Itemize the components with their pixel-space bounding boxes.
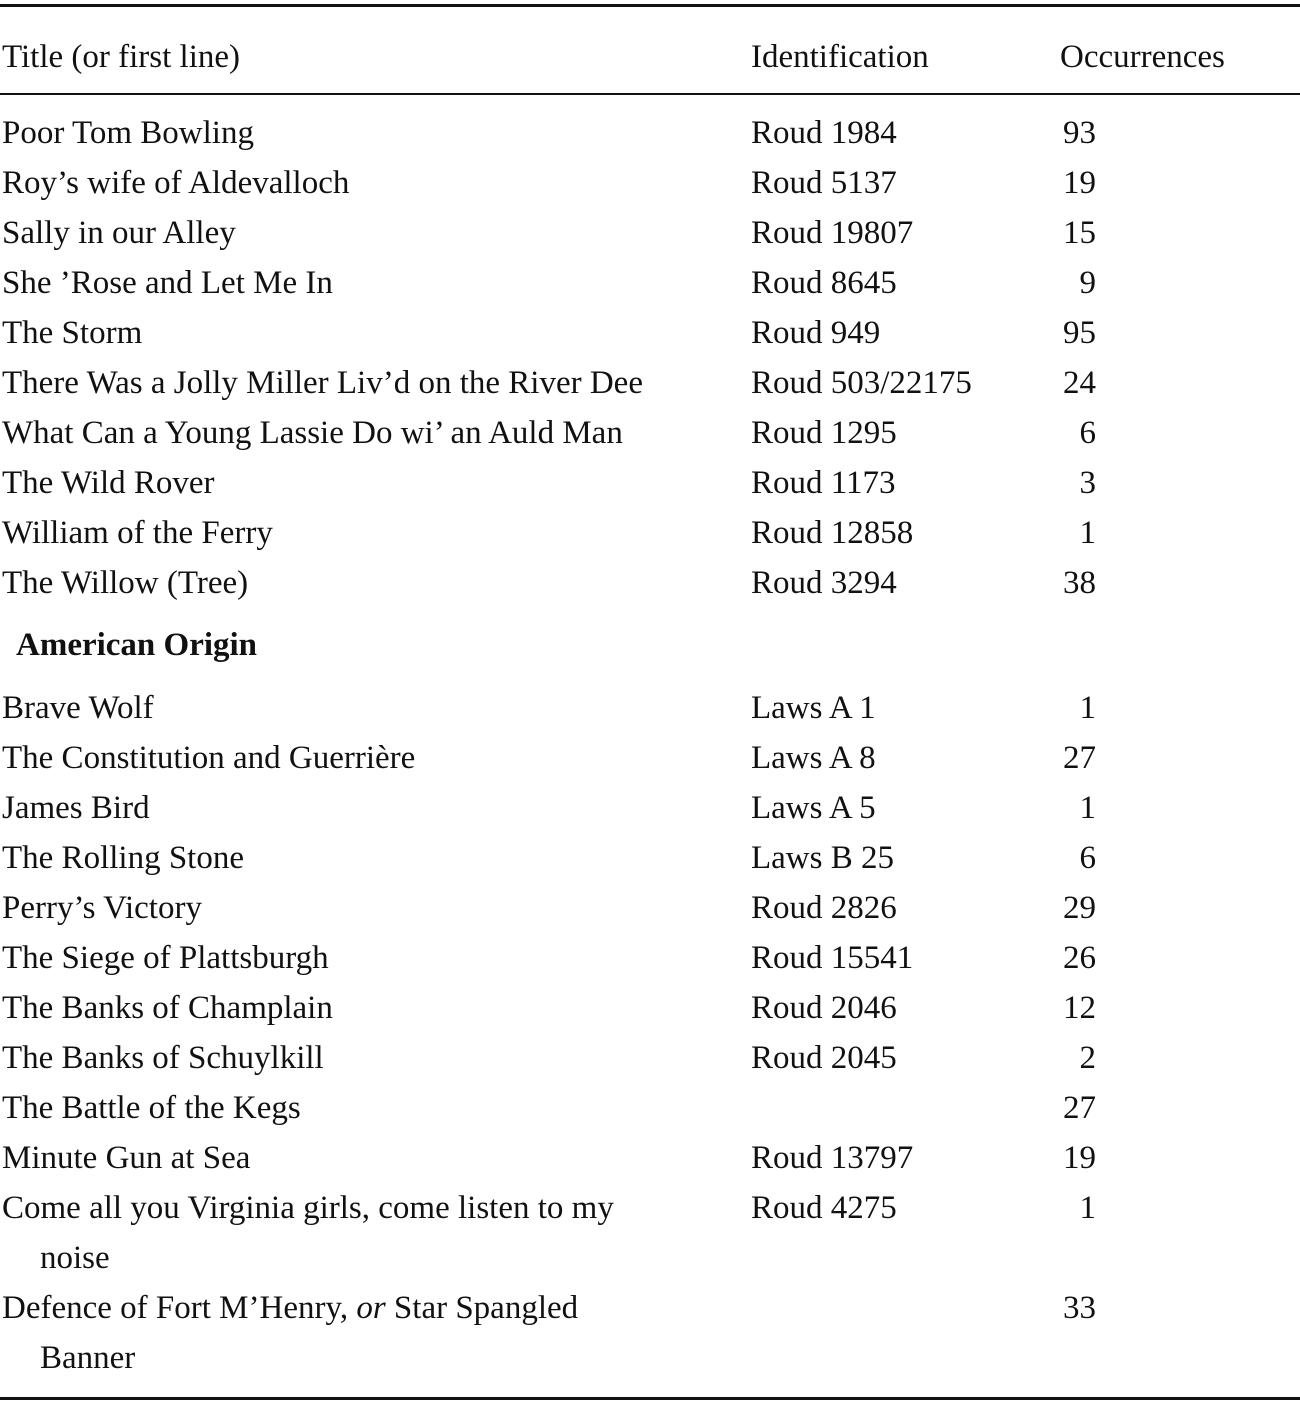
header-rule — [0, 93, 1300, 95]
header-occurrences: Occurrences — [1060, 39, 1225, 75]
row-identification: Roud 503/22175 — [751, 365, 972, 401]
title-part: Defence of Fort M’Henry, — [2, 1290, 357, 1326]
row-title: The Constitution and Guerrière — [2, 740, 416, 776]
row-title: The Banks of Schuylkill — [2, 1040, 324, 1076]
row-title: The Wild Rover — [2, 465, 215, 501]
row-identification: Roud 1173 — [751, 465, 896, 501]
row-occurrences: 1 — [1079, 690, 1096, 726]
row-occurrences: 27 — [1063, 740, 1096, 776]
section-heading: American Origin — [16, 627, 258, 663]
row-occurrences: 27 — [1063, 1090, 1096, 1126]
row-title: Brave Wolf — [2, 690, 154, 726]
row-occurrences: 9 — [1079, 265, 1096, 301]
row-title: What Can a Young Lassie Do wi’ an Auld Man — [2, 415, 623, 451]
row-identification: Roud 1295 — [751, 415, 897, 451]
row-identification: Laws A 5 — [751, 790, 876, 826]
row-title: James Bird — [2, 790, 150, 826]
row-identification: Roud 2826 — [751, 890, 897, 926]
row-identification: Roud 19807 — [751, 215, 914, 251]
row-occurrences: 1 — [1079, 790, 1096, 826]
row-identification: Roud 13797 — [751, 1140, 914, 1176]
row-identification: Roud 15541 — [751, 940, 914, 976]
row-title: The Siege of Plattsburgh — [2, 940, 329, 976]
row-title: William of the Ferry — [2, 515, 273, 551]
row-identification: Roud 1984 — [751, 115, 897, 151]
row-identification: Laws A 8 — [751, 740, 876, 776]
row-identification: Roud 8645 — [751, 265, 897, 301]
row-occurrences: 26 — [1063, 940, 1096, 976]
row-occurrences: 1 — [1079, 515, 1096, 551]
row-occurrences: 93 — [1063, 115, 1096, 151]
row-title: The Rolling Stone — [2, 840, 244, 876]
row-occurrences: 33 — [1063, 1290, 1096, 1326]
row-identification: Roud 12858 — [751, 515, 914, 551]
row-occurrences: 6 — [1079, 840, 1096, 876]
row-occurrences: 12 — [1063, 990, 1096, 1026]
row-title: Poor Tom Bowling — [2, 115, 254, 151]
row-occurrences: 19 — [1063, 1140, 1096, 1176]
row-title: Sally in our Alley — [2, 215, 236, 251]
header-identification: Identification — [751, 39, 929, 75]
row-occurrences: 15 — [1063, 215, 1096, 251]
row-occurrences: 24 — [1063, 365, 1096, 401]
table-top-rule — [0, 4, 1300, 7]
row-identification: Roud 949 — [751, 315, 881, 351]
row-occurrences: 38 — [1063, 565, 1096, 601]
row-occurrences: 6 — [1079, 415, 1096, 451]
row-title: The Willow (Tree) — [2, 565, 249, 601]
row-title-continuation: noise — [40, 1240, 110, 1276]
table-bottom-rule — [0, 1397, 1300, 1400]
title-part: Star Spangled — [385, 1290, 579, 1326]
row-title: There Was a Jolly Miller Liv’d on the River Dee — [2, 365, 643, 401]
row-title: The Storm — [2, 315, 143, 351]
row-occurrences: 2 — [1079, 1040, 1096, 1076]
row-identification: Roud 4275 — [751, 1190, 897, 1226]
row-identification: Roud 2046 — [751, 990, 897, 1026]
row-occurrences: 29 — [1063, 890, 1096, 926]
row-title: Roy’s wife of Aldevalloch — [2, 165, 350, 201]
row-title-continuation: Banner — [40, 1340, 136, 1376]
row-occurrences: 3 — [1079, 465, 1096, 501]
row-identification: Laws A 1 — [751, 690, 876, 726]
row-occurrences: 1 — [1079, 1190, 1096, 1226]
row-identification: Roud 3294 — [751, 565, 897, 601]
row-title: Come all you Virginia girls, come listen to my — [2, 1190, 614, 1226]
row-title — [2, 1283, 578, 1333]
row-title: The Battle of the Kegs — [2, 1090, 301, 1126]
header-title: Title (or first line) — [2, 39, 241, 75]
row-title: Perry’s Victory — [2, 890, 202, 926]
row-title: The Banks of Champlain — [2, 990, 333, 1026]
row-title: She ’Rose and Let Me In — [2, 265, 333, 301]
row-identification: Laws B 25 — [751, 840, 894, 876]
row-identification: Roud 2045 — [751, 1040, 897, 1076]
row-identification: Roud 5137 — [751, 165, 897, 201]
row-occurrences: 19 — [1063, 165, 1096, 201]
title-italic-or: or — [356, 1290, 386, 1326]
row-occurrences: 95 — [1063, 315, 1096, 351]
row-title: Minute Gun at Sea — [2, 1140, 251, 1176]
